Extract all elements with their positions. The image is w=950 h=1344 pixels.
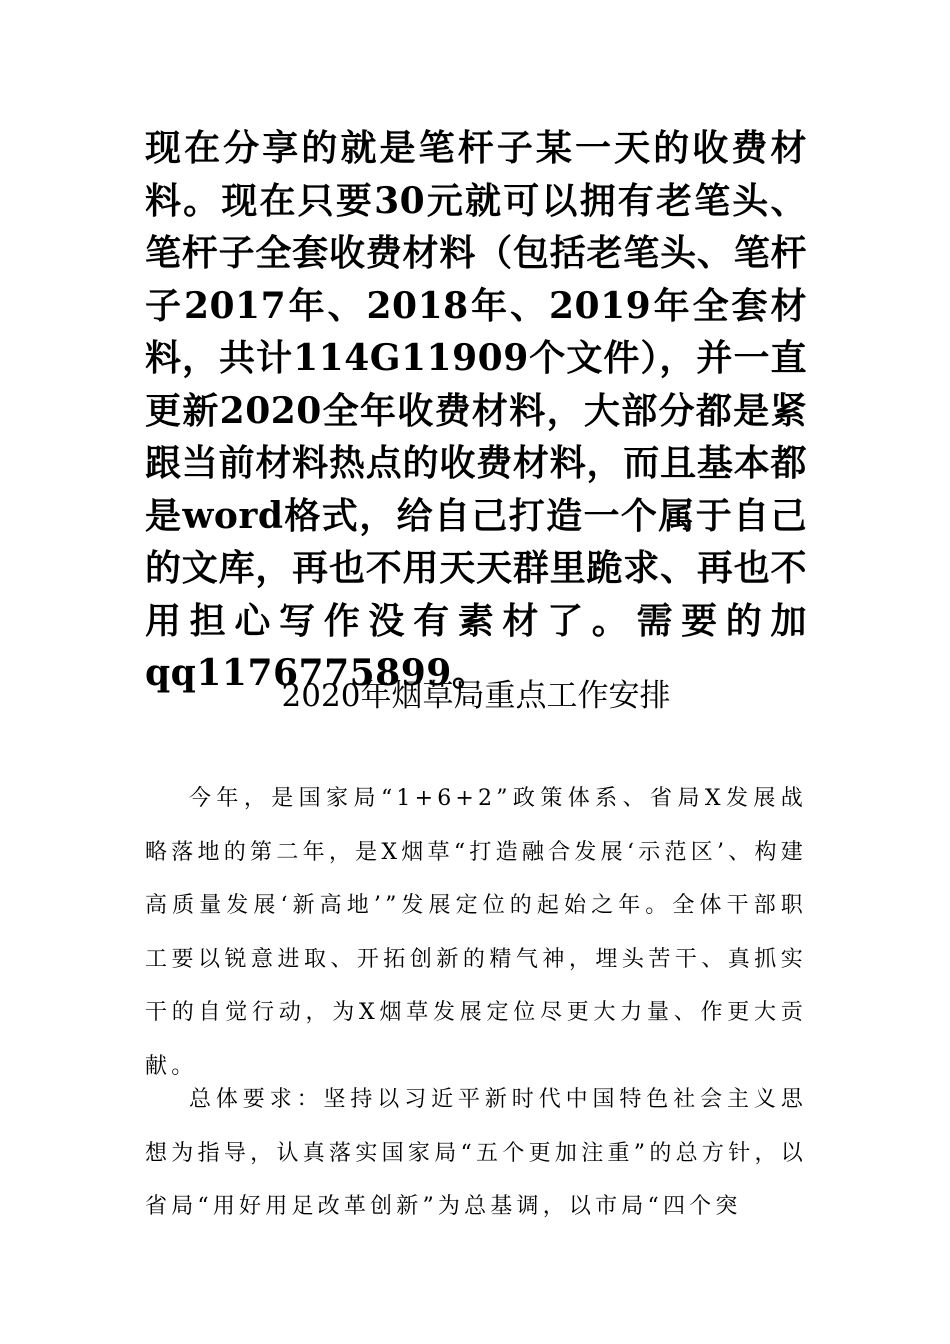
body-paragraph-2: 总体要求：坚持以习近平新时代中国特色社会主义思想为指导，认真落实国家局“五个更加注重”的总方针，以省局“用好用足改革创新”为总基调，以市局“四个突	[145, 1087, 807, 1219]
promo-paragraph: 现在分享的就是笔杆子某一天的收费材料。现在只要30元就可以拥有老笔头、笔杆子全套收费材料（包括老笔头、笔杆子2017年、2018年、2019年全套材料，共计114G11909个文件），并一直更新2020全年收费材料，大部分都是紧跟当前材料热点的收费材料，而且基本都是word格式，给自己打造一个属于自己的文库，再也不用天天群里跪求、再也不用担心写作没有素材了。需要的加qq1176775899。	[145, 127, 807, 694]
body-paragraph-1: 今年，是国家局“1+6+2”政策体系、省局X发展战略落地的第二年，是X烟草“打造融合发展‘示范区’、构建高质量发展‘新高地’”发展定位的起始之年。全体干部职工要以锐意进取、开拓创新的精气神，埋头苦干、真抓实干的自觉行动，为X烟草发展定位尽更大力量、作更大贡献。	[145, 786, 807, 1079]
document-title: 2020年烟草局重点工作安排	[281, 678, 671, 714]
